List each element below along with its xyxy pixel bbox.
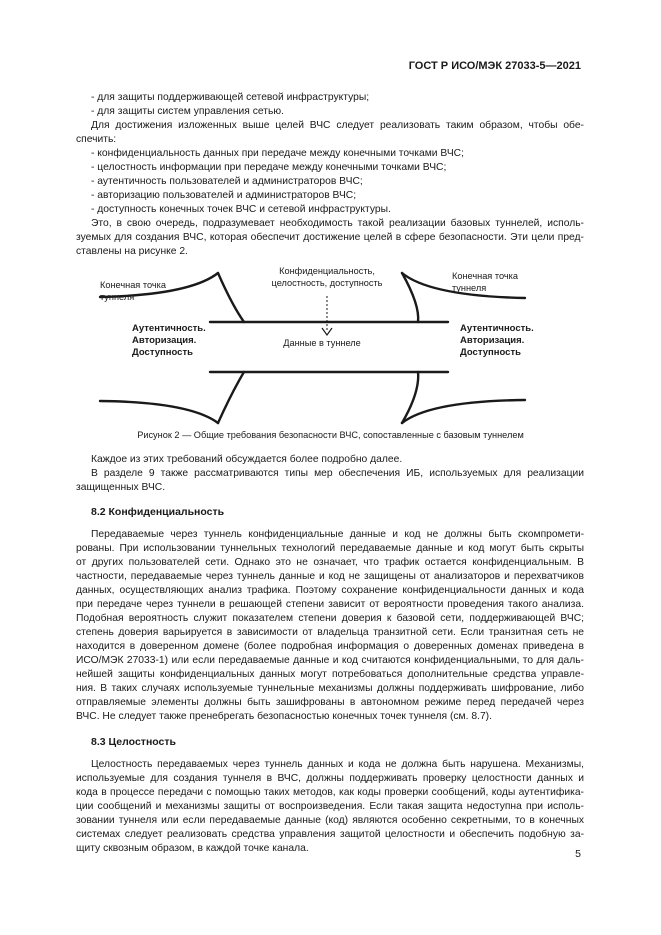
paragraph-line: зуемых для создания ВЧС, которая обеспечит достижение целей в сфере безопасности. Эти цели пред-: [76, 232, 584, 243]
paragraph-line: находится в доверенном домене (более подробная информация о доверенных доменах приведена в: [76, 641, 584, 652]
list-item: - для защиты поддерживающей сетевой инфраструктуры;: [91, 92, 370, 103]
paragraph-line: отправляемые элементы должны быть зашифрованы в автономном режиме перед передачей через: [76, 697, 584, 708]
list-item: - конфиденциальность данных при передаче между конечными точками ВЧС;: [91, 148, 464, 159]
page-number: 5: [575, 848, 581, 860]
paragraph-line: Передаваемые через туннель конфиденциальные данные и код не должны быть скомпромети-: [91, 529, 584, 540]
left-endpoint-label-1: Конечная точка: [100, 280, 166, 290]
paragraph-line: нейшей защиты конфиденциальных данных могут потребоваться дополнительные средства управле-: [76, 669, 584, 680]
paragraph-line: Каждое из этих требований обсуждается более подробно далее.: [91, 454, 403, 465]
right-prop-authorization: Авторизация.: [460, 335, 525, 346]
list-item: - целостность информации при передаче между конечными точками ВЧС;: [91, 162, 447, 173]
left-flare-top: [218, 273, 244, 322]
paragraph-line: ции сообщений и механизмы защиты от воспроизведения. Если такая защита недоступна при исполь-: [76, 801, 584, 812]
paragraph-line: Целостность передаваемых через туннель данных и кода не должна быть нарушена. Механизмы,: [91, 759, 584, 770]
list-item: - аутентичность пользователей и администраторов ВЧС;: [91, 176, 363, 187]
list-item: - доступность конечных точек ВЧС и сетевой инфраструктуры.: [91, 204, 391, 215]
paragraph-line: зовании туннеля или если передаваемые данные (код) являются особенно секретными, то в конечных: [76, 815, 584, 826]
paragraph-line: Подобная вероятность служит показателем степени доверия к базовой сети, поддерживающей ВЧС;: [76, 613, 584, 624]
paragraph-line: ИСО/МЭК 27033-1) или если передаваемые данные и код считаются конфиденциальными, то для даль-: [76, 655, 584, 666]
left-prop-authorization: Авторизация.: [132, 335, 197, 346]
paragraph-line: от других пользователей сети. Однако это не означает, что трафик остается конфиденциальным. В: [76, 557, 584, 568]
paragraph-line: ставлены на рисунке 2.: [76, 246, 188, 257]
paragraph-line: частности, передаваемые через туннель данные и код не защищены от анализаторов и перехватчиков: [76, 571, 584, 582]
right-prop-availability: Доступность: [460, 347, 521, 358]
left-prop-availability: Доступность: [132, 347, 193, 358]
tunnel-data-label: Данные в туннеле: [283, 338, 361, 348]
paragraph-line: системах следует реализовать средства управления защитой целостности и обеспечить подобную за-: [76, 829, 584, 840]
right-prop-authenticity: Аутентичность.: [460, 323, 534, 334]
list-item: - для защиты систем управления сетью.: [91, 106, 284, 117]
paragraph-line: степень доверия варьируется в зависимости от владельца транзитной сети. Если транзитная сеть не: [76, 627, 584, 638]
paragraph-line: спечить:: [76, 134, 117, 145]
paragraph-line: Для достижения изложенных выше целей ВЧС следует реализовать таким образом, чтобы обе-: [91, 120, 584, 131]
left-bottom-curve: [100, 401, 218, 423]
section-title-8-3: 8.3 Целостность: [91, 736, 176, 748]
right-endpoint-label-1: Конечная точка: [452, 271, 518, 281]
paragraph-line: В разделе 9 также рассматриваются типы мер обеспечения ИБ, используемых для реализации: [91, 468, 584, 479]
paragraph-line: кода в процессе передачи с помощью таких методов, как коды проверки сообщений, коды аутентифика-: [76, 787, 584, 798]
top-label-2: целостность, доступность: [271, 278, 383, 288]
left-flare-bottom: [218, 372, 244, 423]
paragraph-line: Это, в свою очередь, подразумевает необходимость такой реализации базовых туннелей, исполь-: [91, 218, 584, 229]
figure-caption: Рисунок 2 — Общие требования безопасности ВЧС, сопоставленные с базовым туннелем: [137, 430, 524, 440]
paragraph-line: при передаче через туннели в решающей степени зависит от вероятности проведения такого анализа.: [76, 599, 584, 610]
paragraph-line: защищенных ВЧС.: [76, 482, 166, 493]
left-prop-authenticity: Аутентичность.: [132, 323, 206, 334]
section-title-8-2: 8.2 Конфиденциальность: [91, 506, 225, 518]
paragraph-line: рованы. При использовании туннельных технологий передаваемые данные и код могут быть скрыты: [76, 543, 584, 554]
paragraph-line: ВЧС. Не следует также пренебрегать безопасностью конечных точек туннеля (см. 8.7).: [76, 711, 492, 722]
paragraph-line: ния. В таких случаях используемые туннельные механизмы должны поддерживать шифрование, либо: [76, 683, 584, 694]
top-label-1: Конфиденциальность,: [279, 266, 375, 276]
right-bottom-curve: [402, 400, 525, 423]
paragraph-line: используемые для создания туннеля в ВЧС, должны поддерживать проверку целостности данных и: [76, 773, 584, 784]
paragraph-line: данных, осуществляющих анализ трафика. Поэтому сохранение конфиденциальности данных и кода: [76, 585, 584, 596]
paragraph-line: щиту сквозным образом, в каждой точке канала.: [76, 843, 309, 854]
right-endpoint-label-2: туннеля: [452, 283, 487, 293]
left-endpoint-label-2: туннеля: [100, 292, 135, 302]
page-header: ГОСТ Р ИСО/МЭК 27033-5—2021: [408, 60, 581, 72]
list-item: - авторизацию пользователей и администраторов ВЧС;: [91, 190, 357, 201]
